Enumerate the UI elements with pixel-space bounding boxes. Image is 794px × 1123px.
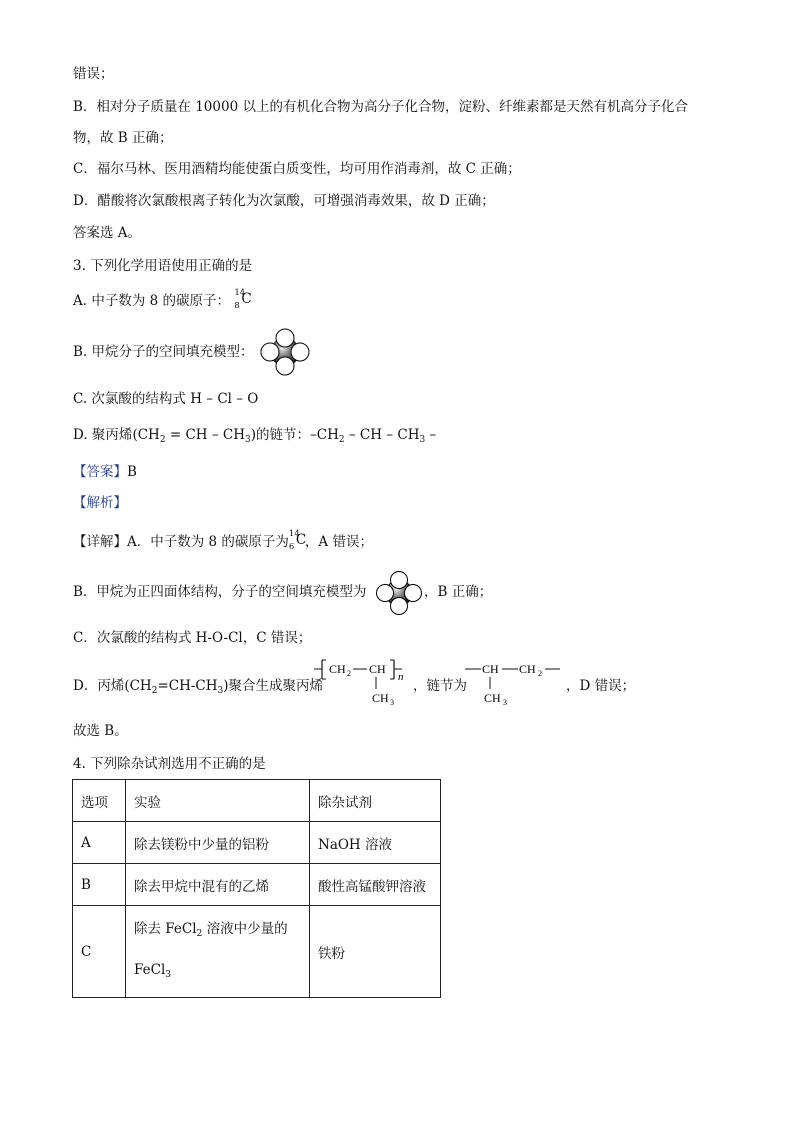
element-symbol: C — [295, 532, 307, 548]
analysis-line — [73, 494, 127, 512]
table-cell: 酸性高锰酸钾溶液 — [310, 864, 441, 906]
answer-label: 【答案】 — [73, 464, 127, 480]
poly-ch3-sub: 3 — [390, 698, 394, 707]
reagent-table — [72, 779, 441, 998]
cell-line — [134, 961, 309, 984]
detail-d-mid: ，链节为 — [413, 678, 467, 694]
detail-a-line — [73, 531, 373, 551]
detail-text: =CH-CH — [157, 678, 218, 694]
nuclide-symbol — [234, 288, 252, 311]
detail-d-end: ，D 错误； — [566, 678, 636, 694]
atomic-number: 6 — [288, 542, 295, 552]
question-3-option-a — [73, 290, 250, 310]
table-cell: B — [73, 864, 126, 906]
repeat-unit-structure — [463, 658, 563, 708]
question-4-stem: 4. 下列除杂试剂选用不正确的是 — [73, 756, 266, 772]
subscript: 2 — [338, 435, 345, 445]
poly-ch: CH — [369, 662, 386, 676]
table-row — [73, 864, 441, 906]
formula — [132, 427, 256, 443]
option-text: B. 甲烷分子的空间填充模型： — [73, 344, 254, 360]
link-ch2-sub: 2 — [538, 669, 542, 678]
detail-c-line: C．次氯酸的结构式 H-O-Cl，C 错误； — [73, 630, 312, 646]
option-text: D. 聚丙烯 — [73, 427, 133, 443]
table-header-row — [73, 780, 441, 822]
subscript: 3 — [217, 686, 224, 696]
detail-text: ，A 错误； — [304, 534, 373, 550]
atomic-number: 8 — [234, 301, 240, 311]
polypropylene-structure — [312, 656, 412, 708]
table-header: 除杂试剂 — [310, 780, 441, 822]
table-cell: 铁粉 — [310, 906, 441, 998]
poly-ch3: CH — [372, 691, 389, 705]
subscript: 3 — [419, 435, 426, 445]
subscript: 2 — [151, 686, 158, 696]
nuclide-symbol — [288, 529, 307, 552]
cell-text: 溶液中少量的 — [202, 920, 288, 937]
text-line: D．醋酸将次氯酸根离子转化为次氯酸，可增强消毒效果，故 D 正确； — [73, 193, 495, 209]
detail-b-line — [73, 583, 366, 601]
conclusion-line: 故选 B。 — [73, 723, 128, 739]
detail-text: )聚合生成聚丙烯 — [223, 678, 324, 694]
formula-part: ) — [250, 427, 256, 443]
table-cell: NaOH 溶液 — [310, 822, 441, 864]
detail-label: 【详解】 — [73, 534, 127, 550]
detail-text: A．中子数为 8 的碳原子为 — [127, 534, 289, 550]
analysis-label: 【解析】 — [73, 495, 127, 511]
link-ch3-sub: 3 — [503, 698, 507, 707]
formula-part: – — [425, 427, 437, 443]
table-cell: C — [73, 906, 126, 998]
detail-d-line — [73, 677, 323, 700]
table-cell: 除去镁粉中少量的铝粉 — [126, 822, 310, 864]
answer-value: B — [127, 464, 137, 480]
subscript: 2 — [196, 928, 203, 939]
text-line: C．福尔马林、医用酒精均能使蛋白质变性，均可用作消毒剂，故 C 正确； — [73, 161, 521, 177]
formula-part: (CH — [132, 427, 160, 443]
cell-line — [134, 920, 309, 943]
table-cell: A — [73, 822, 126, 864]
methane-space-filling-model-image — [374, 570, 424, 616]
question-3-option-d — [73, 426, 436, 449]
formula-part: – CH – CH — [344, 427, 420, 443]
formula-part: –CH — [310, 427, 339, 443]
repeat-unit — [310, 427, 436, 443]
table-row — [73, 906, 441, 998]
poly-n: n — [398, 671, 404, 683]
cell-text: FeCl — [134, 961, 166, 978]
answer-line — [73, 463, 137, 481]
table-row — [73, 822, 441, 864]
subscript: 3 — [165, 969, 171, 980]
table-header: 选项 — [73, 780, 126, 822]
subscript: 2 — [159, 435, 166, 445]
detail-text: B．甲烷为正四面体结构，分子的空间填充模型为 — [73, 584, 367, 600]
poly-ch2: CH — [329, 662, 346, 676]
link-ch: CH — [482, 662, 499, 676]
formula-part: = CH – CH — [165, 427, 245, 443]
link-ch3: CH — [484, 691, 501, 705]
detail-text: D．丙烯(CH — [73, 678, 152, 694]
text-line: 错误； — [73, 66, 114, 82]
mass-number: 14 — [288, 529, 300, 539]
question-3-option-c: C. 次氯酸的结构式 H – Cl – O — [73, 391, 259, 407]
cell-text: 除去 FeCl — [134, 920, 197, 937]
table-cell: 除去甲烷中混有的乙烯 — [126, 864, 310, 906]
question-3-option-b — [73, 343, 254, 361]
methane-space-filling-model-image — [259, 328, 311, 376]
link-ch2: CH — [519, 662, 536, 676]
text-line: B．相对分子质量在 10000 以上的有机化合物为高分子化合物，淀粉、纤维素都是天然有机高分子化合 — [73, 99, 688, 115]
detail-b-end: ，B 正确； — [424, 584, 493, 600]
mass-number: 14 — [234, 288, 246, 298]
element-symbol: C — [241, 291, 252, 307]
poly-ch2-sub: 2 — [347, 669, 351, 678]
text-line: 物，故 B 正确； — [73, 130, 173, 146]
question-3-stem: 3. 下列化学用语使用正确的是 — [73, 258, 253, 274]
option-text: 的链节： — [256, 427, 310, 443]
table-header: 实验 — [126, 780, 310, 822]
table-cell — [126, 906, 310, 998]
subscript: 3 — [244, 435, 251, 445]
text-line: 答案选 A。 — [73, 225, 142, 241]
option-text: A. 中子数为 8 的碳原子： — [73, 293, 231, 309]
